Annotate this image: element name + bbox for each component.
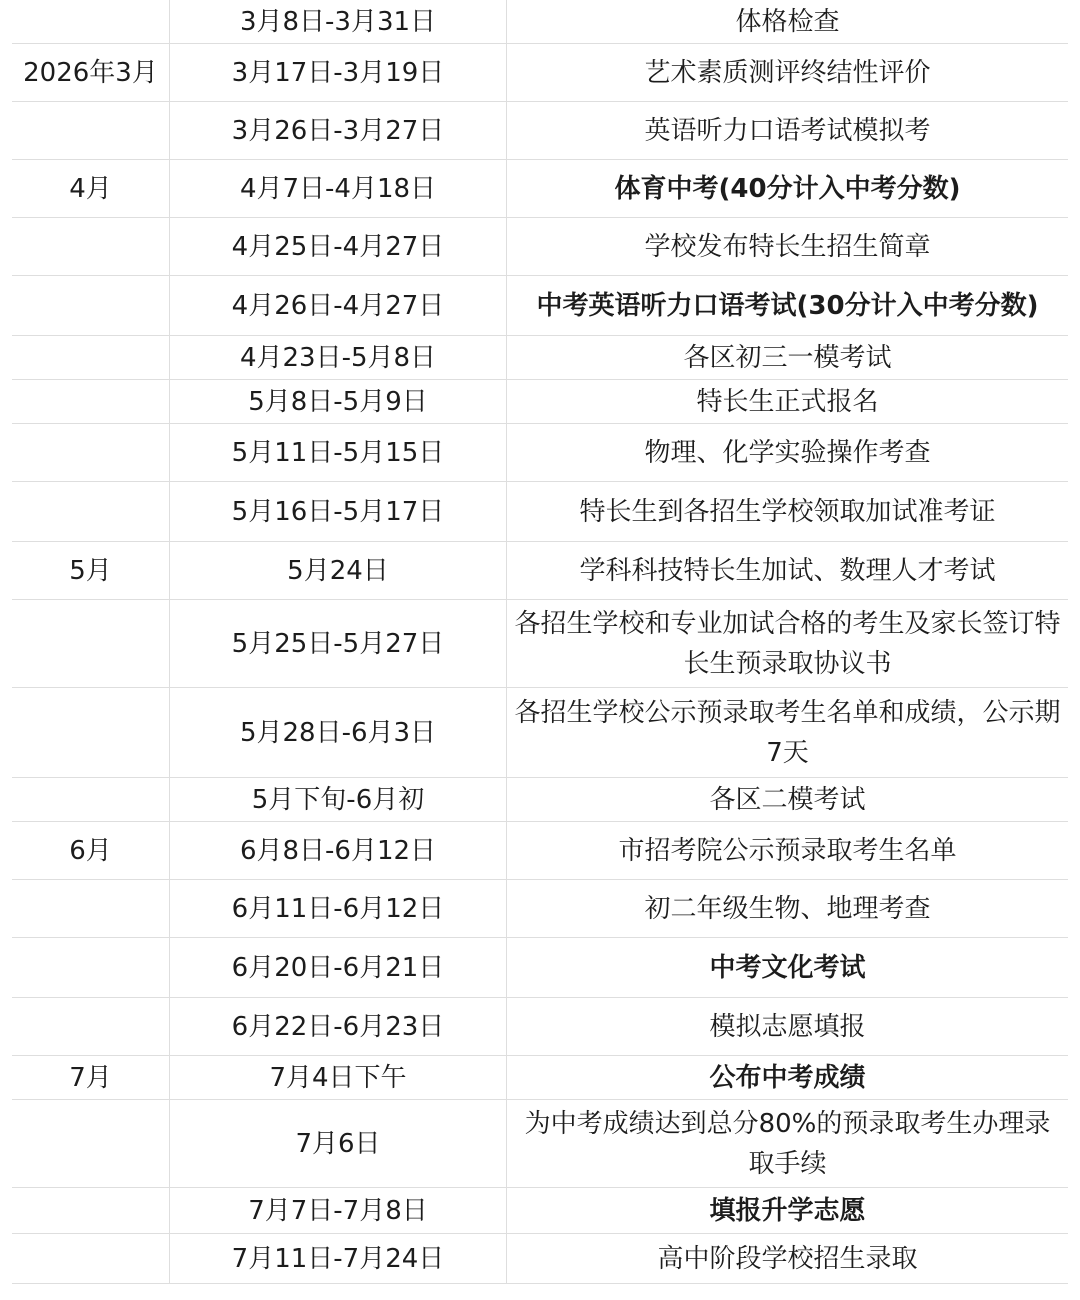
date-cell: 3月8日-3月31日	[170, 0, 507, 43]
month-cell	[12, 336, 170, 379]
event-cell: 填报升学志愿	[709, 1195, 866, 1226]
month-cell	[12, 380, 170, 423]
date-cell: 7月4日下午	[170, 1056, 507, 1099]
event-cell: 各区二模考试	[709, 784, 866, 815]
event-cell: 初二年级生物、地理考查	[644, 893, 931, 924]
date-cell: 7月7日-7月8日	[170, 1188, 507, 1233]
table-row	[12, 336, 1068, 380]
date-cell: 5月24日	[170, 542, 507, 599]
event-cell: 各招生学校公示预录取考生名单和成绩，公示期7天	[514, 697, 1061, 768]
event-cell: 体格检查	[735, 6, 840, 37]
month-cell	[12, 276, 170, 335]
table-row	[12, 880, 1068, 938]
month-cell	[12, 0, 170, 43]
event-cell: 为中考成绩达到总分80%的预录取考生办理录取手续	[524, 1108, 1051, 1179]
date-cell: 5月8日-5月9日	[170, 380, 507, 423]
table-row	[12, 160, 1068, 218]
event-cell: 各区初三一模考试	[683, 342, 892, 373]
month-cell	[12, 938, 170, 997]
table-row	[12, 44, 1068, 102]
table-row	[12, 1056, 1068, 1100]
date-cell: 5月16日-5月17日	[170, 482, 507, 541]
month-cell	[12, 482, 170, 541]
table-row	[12, 482, 1068, 542]
table-row	[12, 998, 1068, 1056]
table-row	[12, 778, 1068, 822]
month-cell	[12, 424, 170, 481]
table-row	[12, 1188, 1068, 1234]
event-cell: 模拟志愿填报	[709, 1011, 866, 1042]
month-cell	[12, 218, 170, 275]
month-cell	[12, 1100, 170, 1187]
month-cell: 4月	[12, 160, 170, 217]
event-cell: 特长生到各招生学校领取加试准考证	[579, 496, 996, 527]
date-cell: 5月25日-5月27日	[170, 600, 507, 687]
month-cell	[12, 102, 170, 159]
month-cell	[12, 688, 170, 777]
date-cell: 7月6日	[170, 1100, 507, 1187]
date-cell: 5月下旬-6月初	[170, 778, 507, 821]
event-cell: 学科科技特长生加试、数理人才考试	[579, 555, 996, 586]
month-cell	[12, 1234, 170, 1283]
event-cell: 艺术素质测评终结性评价	[644, 57, 931, 88]
event-cell: 体育中考(40分计入中考分数)	[614, 173, 961, 204]
table-row	[12, 600, 1068, 688]
table-row	[12, 1234, 1068, 1284]
date-cell: 4月26日-4月27日	[170, 276, 507, 335]
month-cell	[12, 998, 170, 1055]
date-cell: 3月26日-3月27日	[170, 102, 507, 159]
table-row	[12, 276, 1068, 336]
month-cell	[12, 778, 170, 821]
event-cell: 中考文化考试	[709, 952, 866, 983]
month-cell: 2026年3月	[12, 44, 170, 101]
table-row	[12, 218, 1068, 276]
date-cell: 4月7日-4月18日	[170, 160, 507, 217]
table-row	[12, 938, 1068, 998]
date-cell: 7月11日-7月24日	[170, 1234, 507, 1283]
table-row	[12, 424, 1068, 482]
table-row	[12, 822, 1068, 880]
month-cell	[12, 1188, 170, 1233]
date-cell: 6月22日-6月23日	[170, 998, 507, 1055]
event-cell: 高中阶段学校招生录取	[657, 1243, 918, 1274]
date-cell: 4月25日-4月27日	[170, 218, 507, 275]
table-row	[12, 102, 1068, 160]
date-cell: 4月23日-5月8日	[170, 336, 507, 379]
date-cell: 6月20日-6月21日	[170, 938, 507, 997]
table-row	[12, 542, 1068, 600]
date-cell: 6月8日-6月12日	[170, 822, 507, 879]
event-cell: 市招考院公示预录取考生名单	[618, 835, 957, 866]
table-row	[12, 1100, 1068, 1188]
date-cell: 5月11日-5月15日	[170, 424, 507, 481]
date-cell: 3月17日-3月19日	[170, 44, 507, 101]
event-cell: 学校发布特长生招生简章	[644, 231, 931, 262]
event-cell: 特长生正式报名	[696, 386, 879, 417]
month-cell: 5月	[12, 542, 170, 599]
event-cell: 物理、化学实验操作考查	[644, 437, 931, 468]
event-cell: 中考英语听力口语考试(30分计入中考分数)	[536, 290, 1039, 321]
event-cell: 英语听力口语考试模拟考	[644, 115, 931, 146]
date-cell: 6月11日-6月12日	[170, 880, 507, 937]
month-cell: 7月	[12, 1056, 170, 1099]
event-cell: 公布中考成绩	[709, 1062, 866, 1093]
table-row	[12, 688, 1068, 778]
month-cell: 6月	[12, 822, 170, 879]
month-cell	[12, 880, 170, 937]
event-cell: 各招生学校和专业加试合格的考生及家长签订特长生预录取协议书	[514, 608, 1061, 679]
month-cell	[12, 600, 170, 687]
table-row	[12, 0, 1068, 44]
date-cell: 5月28日-6月3日	[170, 688, 507, 777]
table-row	[12, 380, 1068, 424]
